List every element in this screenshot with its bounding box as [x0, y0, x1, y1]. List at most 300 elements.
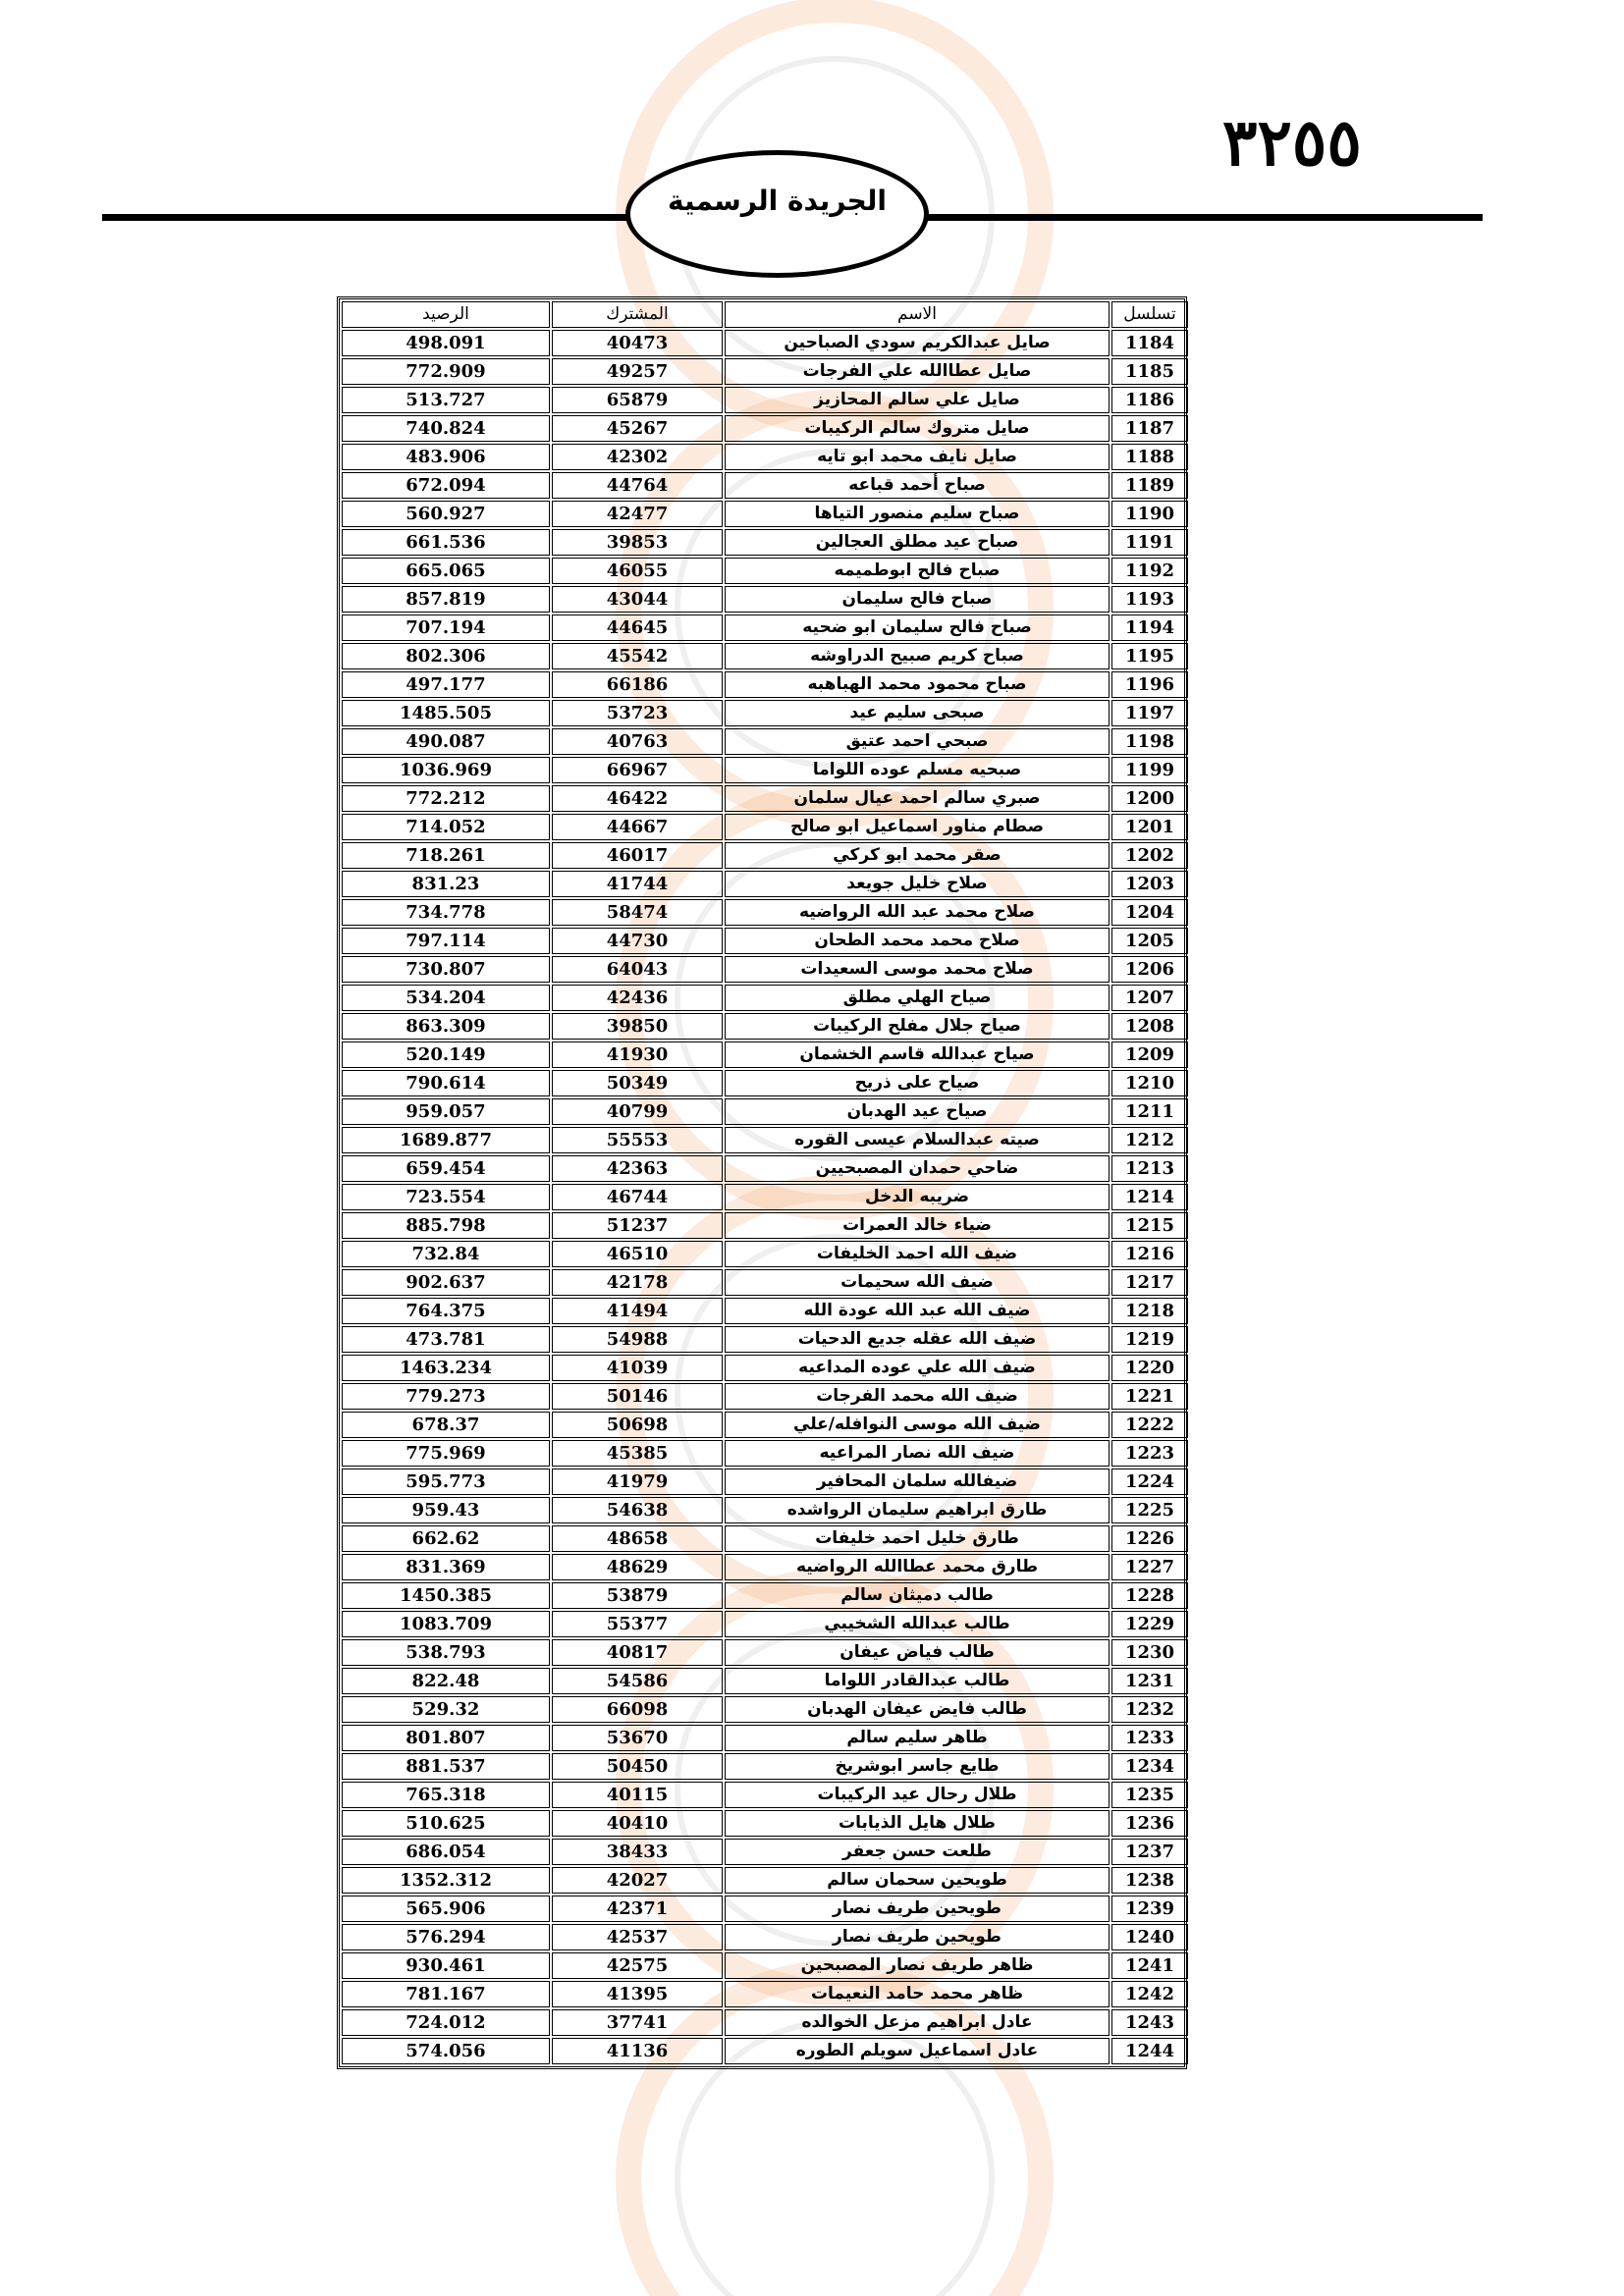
row-subscriber: 54638 — [552, 1497, 723, 1523]
row-serial: 1225 — [1111, 1497, 1188, 1523]
row-name: ضيف الله محمد الفرجات — [725, 1383, 1110, 1410]
row-name: صقر محمد ابو كركي — [725, 842, 1110, 869]
row-balance: 1352.312 — [342, 1867, 550, 1894]
row-serial: 1193 — [1111, 586, 1188, 613]
table-row — [342, 501, 1188, 527]
row-serial: 1244 — [1111, 2038, 1188, 2064]
table-row — [342, 757, 1188, 783]
row-balance: 797.114 — [342, 928, 550, 954]
row-name: ضيف الله علي عوده المداعيه — [725, 1355, 1110, 1381]
table-row — [342, 956, 1188, 983]
row-balance: 1083.709 — [342, 1611, 550, 1637]
row-subscriber: 65879 — [552, 387, 723, 413]
row-subscriber: 66098 — [552, 1696, 723, 1723]
table-row — [342, 1155, 1188, 1182]
row-subscriber: 49257 — [552, 358, 723, 385]
table-row — [342, 1896, 1188, 1922]
row-name: صيته عبدالسلام عيسى القوره — [725, 1127, 1110, 1153]
row-subscriber: 55553 — [552, 1127, 723, 1153]
table-row — [342, 814, 1188, 840]
row-serial: 1227 — [1111, 1554, 1188, 1580]
row-name: صبري سالم احمد عيال سلمان — [725, 785, 1110, 812]
row-name: صايل عبدالكريم سودي الصباحين — [725, 330, 1110, 356]
row-name: صياح الهلي مطلق — [725, 985, 1110, 1011]
row-serial: 1203 — [1111, 871, 1188, 897]
row-subscriber: 42027 — [552, 1867, 723, 1894]
row-serial: 1233 — [1111, 1725, 1188, 1751]
row-serial: 1214 — [1111, 1184, 1188, 1210]
row-subscriber: 40410 — [552, 1810, 723, 1837]
row-serial: 1238 — [1111, 1867, 1188, 1894]
row-serial: 1205 — [1111, 928, 1188, 954]
row-name: ظاهر طريف نصار المصبحين — [725, 1952, 1110, 1979]
row-serial: 1219 — [1111, 1326, 1188, 1353]
table-row — [342, 1810, 1188, 1837]
row-name: طويحين طريف نصار — [725, 1896, 1110, 1922]
row-serial: 1234 — [1111, 1753, 1188, 1780]
row-subscriber: 66186 — [552, 671, 723, 698]
row-balance: 790.614 — [342, 1070, 550, 1096]
row-serial: 1213 — [1111, 1155, 1188, 1182]
row-serial: 1188 — [1111, 444, 1188, 470]
row-subscriber: 66967 — [552, 757, 723, 783]
column-header-serial: تسلسل — [1111, 301, 1188, 328]
row-name: طلال هايل الذيابات — [725, 1810, 1110, 1837]
row-name: صايل علي سالم المحازيز — [725, 387, 1110, 413]
table-row — [342, 1782, 1188, 1808]
row-subscriber: 53670 — [552, 1725, 723, 1751]
row-name: ضيف الله نصار المراعيه — [725, 1440, 1110, 1467]
row-serial: 1194 — [1111, 614, 1188, 641]
row-name: طايع جاسر ابوشريخ — [725, 1753, 1110, 1780]
row-serial: 1190 — [1111, 501, 1188, 527]
row-serial: 1184 — [1111, 330, 1188, 356]
row-name: صباح محمود محمد الهباهبه — [725, 671, 1110, 698]
table-row — [342, 1412, 1188, 1438]
table-row — [342, 842, 1188, 869]
row-balance: 732.84 — [342, 1241, 550, 1267]
row-serial: 1201 — [1111, 814, 1188, 840]
row-subscriber: 40473 — [552, 330, 723, 356]
row-balance: 510.625 — [342, 1810, 550, 1837]
row-name: صايل متروك سالم الركيبات — [725, 415, 1110, 442]
row-serial: 1226 — [1111, 1525, 1188, 1552]
row-name: طالب عبدالقادر اللواما — [725, 1668, 1110, 1694]
row-subscriber: 39850 — [552, 1013, 723, 1040]
table-row — [342, 1696, 1188, 1723]
row-subscriber: 55377 — [552, 1611, 723, 1637]
row-name: طاهر سليم سالم — [725, 1725, 1110, 1751]
table-row — [342, 1070, 1188, 1096]
row-subscriber: 44667 — [552, 814, 723, 840]
column-header-name: الاسم — [725, 301, 1110, 328]
row-name: صطام مناور اسماعيل ابو صالح — [725, 814, 1110, 840]
table-row — [342, 1440, 1188, 1467]
row-serial: 1200 — [1111, 785, 1188, 812]
row-name: ظاهر محمد حامد النعيمات — [725, 1981, 1110, 2007]
table-row — [342, 1924, 1188, 1950]
row-subscriber: 40115 — [552, 1782, 723, 1808]
row-serial: 1208 — [1111, 1013, 1188, 1040]
table-row — [342, 330, 1188, 356]
row-balance: 885.798 — [342, 1212, 550, 1239]
row-name: صياح على ذريح — [725, 1070, 1110, 1096]
row-balance: 740.824 — [342, 415, 550, 442]
row-subscriber: 48629 — [552, 1554, 723, 1580]
row-balance: 1450.385 — [342, 1582, 550, 1609]
row-subscriber: 53879 — [552, 1582, 723, 1609]
row-serial: 1215 — [1111, 1212, 1188, 1239]
table-row — [342, 1127, 1188, 1153]
row-balance: 483.906 — [342, 444, 550, 470]
row-balance: 565.906 — [342, 1896, 550, 1922]
row-subscriber: 54988 — [552, 1326, 723, 1353]
row-balance: 857.819 — [342, 586, 550, 613]
row-subscriber: 41136 — [552, 2038, 723, 2064]
table-row — [342, 871, 1188, 897]
row-balance: 822.48 — [342, 1668, 550, 1694]
row-balance: 707.194 — [342, 614, 550, 641]
row-balance: 959.057 — [342, 1098, 550, 1125]
row-serial: 1230 — [1111, 1639, 1188, 1666]
row-balance: 772.909 — [342, 358, 550, 385]
row-balance: 490.087 — [342, 728, 550, 755]
column-header-balance: الرصيد — [342, 301, 550, 328]
page-number: ٣٢٥٥ — [1222, 104, 1362, 181]
row-balance: 529.32 — [342, 1696, 550, 1723]
row-serial: 1221 — [1111, 1383, 1188, 1410]
row-balance: 714.052 — [342, 814, 550, 840]
row-balance: 1485.505 — [342, 700, 550, 726]
row-serial: 1191 — [1111, 529, 1188, 556]
row-name: صباح فالح سليمان — [725, 586, 1110, 613]
table-row — [342, 671, 1188, 698]
row-serial: 1211 — [1111, 1098, 1188, 1125]
row-balance: 802.306 — [342, 643, 550, 669]
row-name: ضيف الله عبد الله عودة الله — [725, 1298, 1110, 1324]
row-name: ضيف الله سحيمات — [725, 1269, 1110, 1296]
header-row — [342, 301, 1188, 328]
table-row — [342, 1639, 1188, 1666]
table-row — [342, 1611, 1188, 1637]
row-serial: 1217 — [1111, 1269, 1188, 1296]
row-balance: 724.012 — [342, 2009, 550, 2036]
row-subscriber: 45542 — [552, 643, 723, 669]
row-name: ضياء خالد العمرات — [725, 1212, 1110, 1239]
row-name: صباح كريم صبيح الدراوشه — [725, 643, 1110, 669]
row-balance: 520.149 — [342, 1041, 550, 1068]
table-row — [342, 1867, 1188, 1894]
row-balance: 661.536 — [342, 529, 550, 556]
row-name: ضيف الله عقله جديع الدحيات — [725, 1326, 1110, 1353]
row-subscriber: 41395 — [552, 1981, 723, 2007]
row-serial: 1195 — [1111, 643, 1188, 669]
row-subscriber: 42371 — [552, 1896, 723, 1922]
row-name: صباح أحمد قباعه — [725, 472, 1110, 499]
row-name: عادل اسماعيل سويلم الطوره — [725, 2038, 1110, 2064]
header-title: الجريدة الرسمية — [668, 185, 887, 217]
row-name: صياح عبدالله قاسم الخشمان — [725, 1041, 1110, 1068]
table-row — [342, 2038, 1188, 2064]
column-header-subscriber: المشترك — [552, 301, 723, 328]
row-balance: 513.727 — [342, 387, 550, 413]
table-row — [342, 1725, 1188, 1751]
row-name: صباح عيد مطلق العجالين — [725, 529, 1110, 556]
row-serial: 1242 — [1111, 1981, 1188, 2007]
row-name: طارق ابراهيم سليمان الرواشده — [725, 1497, 1110, 1523]
row-subscriber: 53723 — [552, 700, 723, 726]
table-row — [342, 785, 1188, 812]
row-serial: 1231 — [1111, 1668, 1188, 1694]
table-row — [342, 1952, 1188, 1979]
table-row — [342, 1298, 1188, 1324]
row-name: صلاح محمد موسى السعيدات — [725, 956, 1110, 983]
table-row — [342, 1981, 1188, 2007]
table-row — [342, 1098, 1188, 1125]
row-serial: 1189 — [1111, 472, 1188, 499]
row-serial: 1187 — [1111, 415, 1188, 442]
row-serial: 1186 — [1111, 387, 1188, 413]
row-serial: 1212 — [1111, 1127, 1188, 1153]
table-row — [342, 1839, 1188, 1865]
row-name: صبحيه مسلم عوده اللواما — [725, 757, 1110, 783]
row-serial: 1197 — [1111, 700, 1188, 726]
row-balance: 718.261 — [342, 842, 550, 869]
row-subscriber: 54586 — [552, 1668, 723, 1694]
row-subscriber: 46510 — [552, 1241, 723, 1267]
row-name: ضاحي حمدان المصبحيين — [725, 1155, 1110, 1182]
row-name: طالب دميثان سالم — [725, 1582, 1110, 1609]
row-balance: 473.781 — [342, 1326, 550, 1353]
row-subscriber: 46055 — [552, 558, 723, 584]
row-subscriber: 44764 — [552, 472, 723, 499]
row-subscriber: 41979 — [552, 1468, 723, 1495]
row-balance: 781.167 — [342, 1981, 550, 2007]
row-subscriber: 41930 — [552, 1041, 723, 1068]
table-row — [342, 728, 1188, 755]
row-name: ضيف الله موسى النوافله/علي — [725, 1412, 1110, 1438]
row-name: عادل ابراهيم مزعل الخوالده — [725, 2009, 1110, 2036]
row-subscriber: 46744 — [552, 1184, 723, 1210]
row-subscriber: 37741 — [552, 2009, 723, 2036]
row-balance: 534.204 — [342, 985, 550, 1011]
row-serial: 1196 — [1111, 671, 1188, 698]
table-row — [342, 899, 1188, 926]
row-subscriber: 40763 — [552, 728, 723, 755]
row-balance: 831.23 — [342, 871, 550, 897]
row-subscriber: 44730 — [552, 928, 723, 954]
row-balance: 723.554 — [342, 1184, 550, 1210]
table-row — [342, 529, 1188, 556]
row-subscriber: 42302 — [552, 444, 723, 470]
row-subscriber: 50349 — [552, 1070, 723, 1096]
row-name: طويحين سحمان سالم — [725, 1867, 1110, 1894]
row-balance: 764.375 — [342, 1298, 550, 1324]
row-balance: 902.637 — [342, 1269, 550, 1296]
row-serial: 1239 — [1111, 1896, 1188, 1922]
table-row — [342, 1184, 1188, 1210]
row-balance: 662.62 — [342, 1525, 550, 1552]
table-row — [342, 643, 1188, 669]
row-name: صبحى سليم عيد — [725, 700, 1110, 726]
table-row — [342, 1497, 1188, 1523]
table-row — [342, 1383, 1188, 1410]
row-name: صلاح خليل جويعد — [725, 871, 1110, 897]
table-row — [342, 2009, 1188, 2036]
row-serial: 1185 — [1111, 358, 1188, 385]
row-name: طالب عبدالله الشخيبي — [725, 1611, 1110, 1637]
row-subscriber: 42537 — [552, 1924, 723, 1950]
table-row — [342, 1554, 1188, 1580]
row-serial: 1206 — [1111, 956, 1188, 983]
row-serial: 1209 — [1111, 1041, 1188, 1068]
row-serial: 1222 — [1111, 1412, 1188, 1438]
row-name: صلاح محمد محمد الطحان — [725, 928, 1110, 954]
row-balance: 686.054 — [342, 1839, 550, 1865]
row-balance: 497.177 — [342, 671, 550, 698]
row-name: صباح فالح سليمان ابو ضحيه — [725, 614, 1110, 641]
row-name: طالب فايض عيفان الهدبان — [725, 1696, 1110, 1723]
row-serial: 1192 — [1111, 558, 1188, 584]
row-name: صبحي احمد عتيق — [725, 728, 1110, 755]
row-serial: 1204 — [1111, 899, 1188, 926]
row-balance: 498.091 — [342, 330, 550, 356]
row-balance: 734.778 — [342, 899, 550, 926]
table-row — [342, 586, 1188, 613]
table-row — [342, 985, 1188, 1011]
row-serial: 1210 — [1111, 1070, 1188, 1096]
row-balance: 779.273 — [342, 1383, 550, 1410]
row-subscriber: 45385 — [552, 1440, 723, 1467]
table-row — [342, 472, 1188, 499]
row-subscriber: 38433 — [552, 1839, 723, 1865]
row-serial: 1235 — [1111, 1782, 1188, 1808]
row-name: طلال رحال عيد الركيبات — [725, 1782, 1110, 1808]
row-name: صلاح محمد عبد الله الرواضيه — [725, 899, 1110, 926]
row-balance: 595.773 — [342, 1468, 550, 1495]
row-balance: 1689.877 — [342, 1127, 550, 1153]
row-balance: 959.43 — [342, 1497, 550, 1523]
row-serial: 1224 — [1111, 1468, 1188, 1495]
row-serial: 1243 — [1111, 2009, 1188, 2036]
row-balance: 659.454 — [342, 1155, 550, 1182]
row-name: صايل نايف محمد ابو تايه — [725, 444, 1110, 470]
row-subscriber: 40799 — [552, 1098, 723, 1125]
table-row — [342, 1269, 1188, 1296]
table-row — [342, 444, 1188, 470]
table-row — [342, 1241, 1188, 1267]
row-serial: 1198 — [1111, 728, 1188, 755]
table-row — [342, 558, 1188, 584]
row-subscriber: 42436 — [552, 985, 723, 1011]
row-subscriber: 42477 — [552, 501, 723, 527]
row-serial: 1232 — [1111, 1696, 1188, 1723]
row-serial: 1228 — [1111, 1582, 1188, 1609]
table-row — [342, 1753, 1188, 1780]
row-serial: 1237 — [1111, 1839, 1188, 1865]
row-subscriber: 40817 — [552, 1639, 723, 1666]
row-name: صياح جلال مفلح الركيبات — [725, 1013, 1110, 1040]
row-serial: 1223 — [1111, 1440, 1188, 1467]
row-balance: 665.065 — [342, 558, 550, 584]
row-subscriber: 50146 — [552, 1383, 723, 1410]
row-name: طارق محمد عطاالله الرواضيه — [725, 1554, 1110, 1580]
row-subscriber: 44645 — [552, 614, 723, 641]
table-row — [342, 1041, 1188, 1068]
table-row — [342, 1468, 1188, 1495]
row-serial: 1236 — [1111, 1810, 1188, 1837]
row-subscriber: 41039 — [552, 1355, 723, 1381]
row-serial: 1216 — [1111, 1241, 1188, 1267]
row-name: صايل عطاالله علي الفرجات — [725, 358, 1110, 385]
row-subscriber: 45267 — [552, 415, 723, 442]
table-row — [342, 1668, 1188, 1694]
row-balance: 863.309 — [342, 1013, 550, 1040]
row-balance: 538.793 — [342, 1639, 550, 1666]
row-name: طارق خليل احمد خليفات — [725, 1525, 1110, 1552]
row-balance: 775.969 — [342, 1440, 550, 1467]
table-row — [342, 1355, 1188, 1381]
row-name: صياح عيد الهدبان — [725, 1098, 1110, 1125]
row-name: طويحين طريف نصار — [725, 1924, 1110, 1950]
row-subscriber: 51237 — [552, 1212, 723, 1239]
row-name: صباح سليم منصور التياها — [725, 501, 1110, 527]
row-balance: 831.369 — [342, 1554, 550, 1580]
table-row — [342, 928, 1188, 954]
row-balance: 801.807 — [342, 1725, 550, 1751]
row-serial: 1229 — [1111, 1611, 1188, 1637]
table-row — [342, 614, 1188, 641]
table-row — [342, 1212, 1188, 1239]
row-subscriber: 41494 — [552, 1298, 723, 1324]
row-serial: 1220 — [1111, 1355, 1188, 1381]
table-row — [342, 1013, 1188, 1040]
row-serial: 1202 — [1111, 842, 1188, 869]
row-subscriber: 46422 — [552, 785, 723, 812]
row-name: ضريبه الدخل — [725, 1184, 1110, 1210]
row-subscriber: 50698 — [552, 1412, 723, 1438]
table-row — [342, 415, 1188, 442]
row-subscriber: 64043 — [552, 956, 723, 983]
row-balance: 560.927 — [342, 501, 550, 527]
row-balance: 765.318 — [342, 1782, 550, 1808]
row-subscriber: 58474 — [552, 899, 723, 926]
row-serial: 1240 — [1111, 1924, 1188, 1950]
row-serial: 1207 — [1111, 985, 1188, 1011]
row-balance: 772.212 — [342, 785, 550, 812]
row-balance: 881.537 — [342, 1753, 550, 1780]
row-name: طالب فياض عيفان — [725, 1639, 1110, 1666]
row-name: صباح فالح ابوطميمه — [725, 558, 1110, 584]
row-subscriber: 43044 — [552, 586, 723, 613]
table-row — [342, 358, 1188, 385]
row-balance: 1463.234 — [342, 1355, 550, 1381]
table-row — [342, 700, 1188, 726]
row-name: طلعت حسن جعفر — [725, 1839, 1110, 1865]
ledger-body — [342, 330, 1188, 2064]
table-row — [342, 1326, 1188, 1353]
row-subscriber: 46017 — [552, 842, 723, 869]
row-serial: 1199 — [1111, 757, 1188, 783]
row-subscriber: 50450 — [552, 1753, 723, 1780]
row-subscriber: 42575 — [552, 1952, 723, 1979]
table-row — [342, 387, 1188, 413]
row-balance: 574.056 — [342, 2038, 550, 2064]
row-serial: 1241 — [1111, 1952, 1188, 1979]
row-subscriber: 48658 — [552, 1525, 723, 1552]
row-balance: 576.294 — [342, 1924, 550, 1950]
row-balance: 730.807 — [342, 956, 550, 983]
